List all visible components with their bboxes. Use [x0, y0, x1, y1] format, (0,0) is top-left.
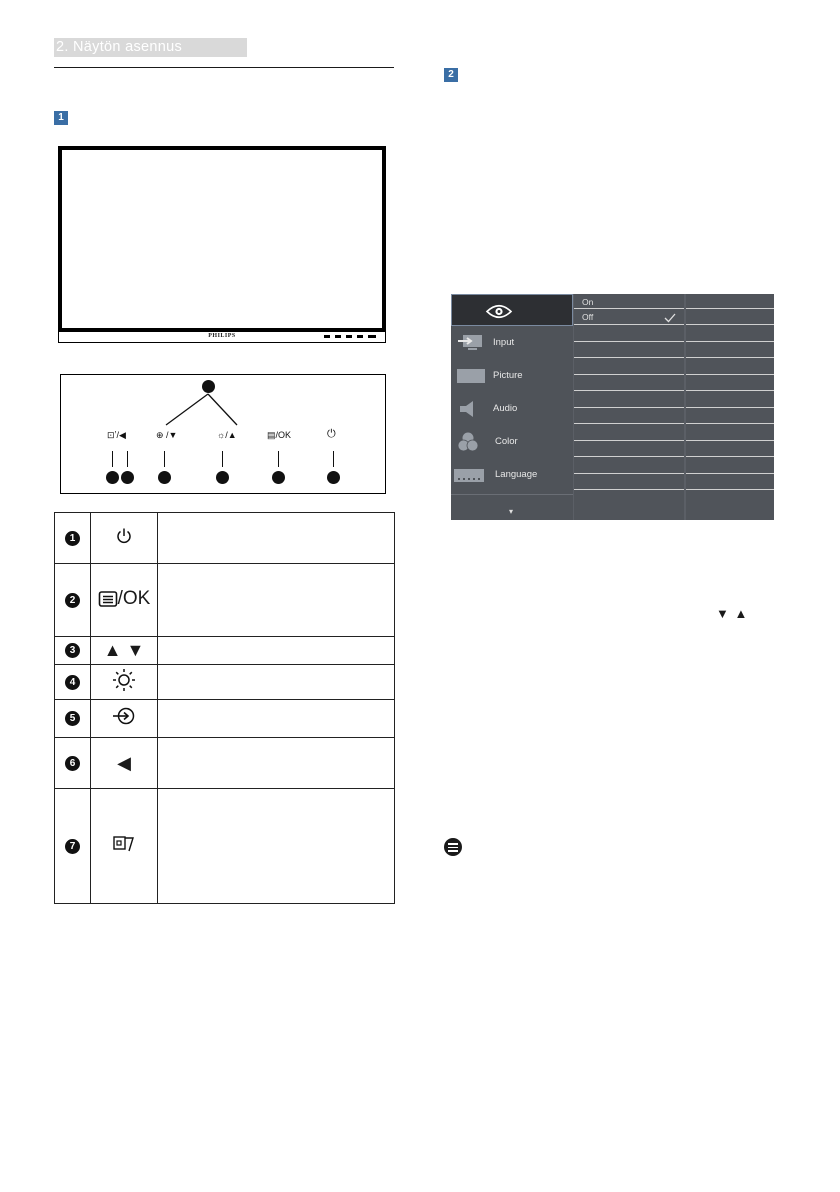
osd-item-lowblue[interactable] [451, 294, 573, 326]
checkmark-icon [664, 313, 676, 323]
osd-row-divider [451, 494, 573, 495]
row-number: 6 [65, 756, 80, 771]
osd-row-divider [574, 456, 684, 457]
picture-menu-icon [456, 368, 486, 384]
brightness-up-label: ☼/▲ [217, 430, 237, 440]
osd-option-on[interactable]: On [582, 297, 594, 307]
header-rule [54, 67, 394, 68]
note-icon [444, 838, 462, 856]
menu-ok-label: ▤/OK [267, 430, 292, 440]
back-arrow-icon: ◀ [117, 752, 131, 773]
section-number-2: 2 [444, 68, 458, 82]
leader-line [333, 451, 334, 467]
osd-row-divider [686, 341, 774, 342]
leader-line [127, 451, 128, 467]
smartimage-back-label: ⊡ʼ/◀ [107, 430, 126, 440]
osd-row-divider [686, 473, 774, 474]
monitor-brand-logo: PHILIPS [208, 333, 236, 339]
monitor-bezel [58, 332, 386, 343]
table-row [55, 513, 395, 564]
osd-row-divider [574, 390, 684, 391]
osd-item-language[interactable] [451, 459, 573, 491]
monitor-illustration [58, 146, 386, 343]
row-number: 1 [65, 531, 80, 546]
osd-item-label: Picture [493, 370, 523, 381]
power-label: ⏻ [327, 428, 336, 440]
osd-scroll-down-icon[interactable]: ▾ [509, 507, 514, 516]
osd-row-divider [574, 489, 684, 490]
section-number-1: 1 [54, 111, 68, 125]
osd-row-divider [686, 456, 774, 457]
table-row [55, 665, 395, 700]
ok-label: /OK [117, 587, 151, 609]
callout-marker [121, 471, 134, 484]
language-icon [453, 468, 485, 483]
bezel-button [335, 335, 341, 338]
osd-item-label: Color [495, 436, 518, 447]
osd-item-input[interactable] [451, 327, 573, 359]
row-number: 5 [65, 711, 80, 726]
osd-row-divider [686, 440, 774, 441]
osd-item-label: Audio [493, 403, 518, 414]
bezel-button [368, 335, 376, 338]
note-icon-line [448, 843, 458, 845]
osd-option-off[interactable]: Off [582, 312, 594, 322]
osd-row-divider [574, 440, 684, 441]
osd-row-divider [574, 308, 684, 309]
row-number: 7 [65, 839, 80, 854]
osd-row-divider [574, 341, 684, 342]
power-icon [115, 527, 133, 545]
osd-row-divider [686, 357, 774, 358]
down-up-arrows-icon: ▼ ▲ [716, 606, 749, 621]
osd-row-divider [686, 423, 774, 424]
osd-row-divider [686, 390, 774, 391]
osd-row-divider [574, 374, 684, 375]
osd-item-color[interactable] [451, 426, 573, 458]
osd-row-divider [686, 308, 774, 309]
osd-item-label: Input [493, 337, 515, 348]
callout-marker [272, 471, 285, 484]
bezel-button [324, 335, 330, 338]
note-icon-line [448, 847, 458, 849]
bezel-button [346, 335, 352, 338]
eye-icon [485, 303, 513, 320]
osd-row-divider [686, 407, 774, 408]
brightness-icon [112, 668, 136, 692]
osd-row-divider [574, 407, 684, 408]
color-icon [457, 431, 479, 453]
menu-ok-icon [98, 588, 151, 610]
leader-line [164, 451, 165, 467]
row-number: 4 [65, 675, 80, 690]
table-row [55, 738, 395, 789]
table-row [55, 637, 395, 665]
osd-row-divider [574, 324, 684, 325]
button-closeup-diagram [60, 374, 386, 494]
input-down-label: ⊕ /▼ [156, 430, 178, 440]
callout-marker [106, 471, 119, 484]
osd-item-picture[interactable] [451, 360, 573, 392]
osd-item-audio[interactable] [451, 393, 573, 425]
osd-row-divider [574, 473, 684, 474]
row-number: 2 [65, 593, 80, 608]
chapter-title: 2. Näytön asennus [54, 38, 247, 57]
bezel-button [357, 335, 363, 338]
leader-line [112, 451, 113, 467]
table-row [55, 789, 395, 904]
monitor-screen [58, 146, 386, 332]
osd-row-divider [686, 324, 774, 325]
note-icon-line [448, 850, 458, 852]
speaker-icon [458, 400, 480, 418]
osd-row-divider [574, 423, 684, 424]
leader-line [222, 451, 223, 467]
table-row [55, 564, 395, 637]
osd-row-divider [686, 489, 774, 490]
callout-marker [158, 471, 171, 484]
osd-item-label: Language [495, 469, 538, 480]
input-menu-icon [457, 333, 483, 353]
row-number: 3 [65, 643, 80, 658]
osd-menu-screenshot [451, 294, 774, 520]
smartimage-icon [111, 834, 137, 854]
up-down-arrows-icon: ▲ ▼ [103, 640, 145, 660]
input-icon [112, 706, 136, 726]
control-key-table [54, 512, 395, 904]
osd-row-divider [574, 357, 684, 358]
callout-marker [327, 471, 340, 484]
menu-icon [98, 590, 118, 608]
osd-row-divider [686, 374, 774, 375]
leader-line [278, 451, 279, 467]
table-row [55, 700, 395, 738]
callout-marker [216, 471, 229, 484]
